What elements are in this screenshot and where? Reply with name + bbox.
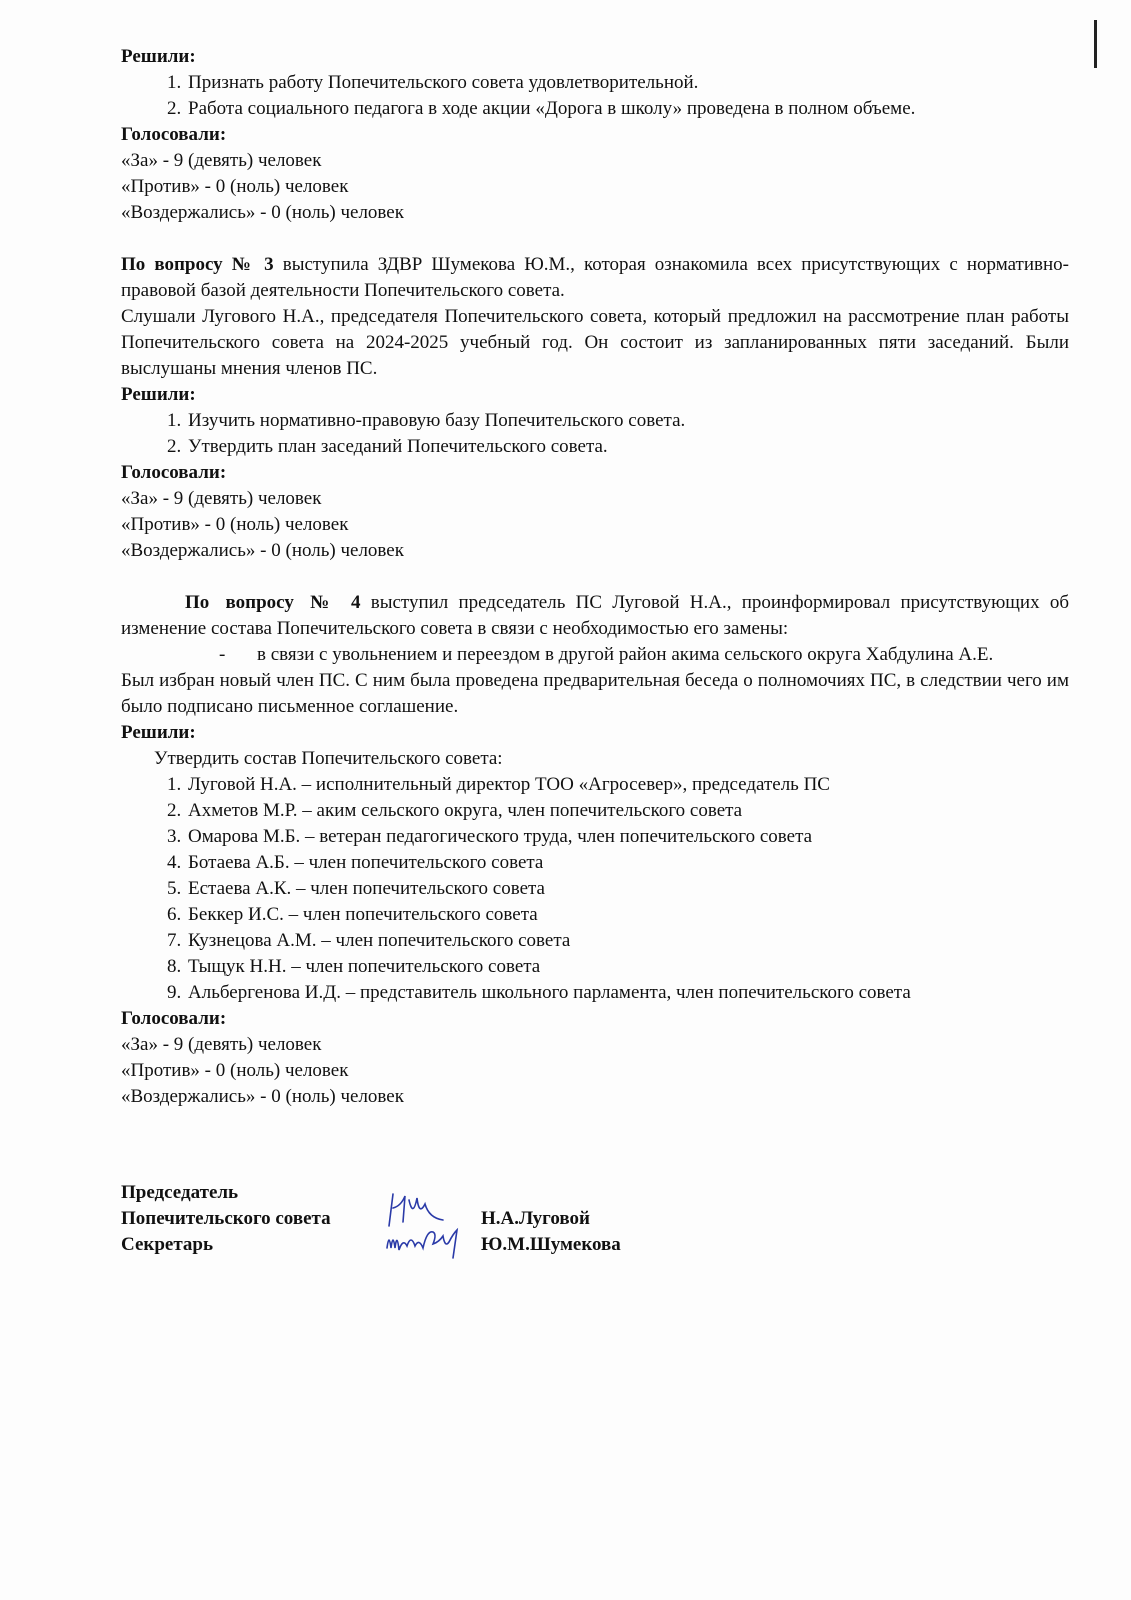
voted-heading-1: Голосовали: <box>121 124 227 145</box>
member-item: 1. Луговой Н.А. – исполнительный директор ТОО «Агросевер», председатель ПС <box>186 772 1069 798</box>
member-item: 8. Тыщук Н.Н. – член попечительского совета <box>186 954 1069 980</box>
question-4-intro <box>121 590 1069 642</box>
voted-heading-3: Голосовали: <box>121 462 227 483</box>
question-4-label: По вопросу № 4 <box>185 592 361 613</box>
member-item: 5. Естаева А.К. – член попечительского совета <box>186 876 1069 902</box>
question-4-text: выступил председатель ПС Луговой Н.А., проинформировал присутствующих об изменение состава Попечительского совета в связи с необходимостью его замены: <box>121 592 1069 639</box>
decisions-list-3 <box>121 408 1069 460</box>
chair-title-1: Председатель <box>121 1182 239 1203</box>
vote-abstain-4: «Воздержались» - 0 (ноль) человек <box>121 1086 404 1107</box>
decision-item: 1. Признать работу Попечительского совета удовлетворительной. <box>186 70 1069 96</box>
vote-abstain-3: «Воздержались» - 0 (ноль) человек <box>121 540 404 561</box>
vote-for-3: «За» - 9 (девять) человек <box>121 488 322 509</box>
decisions-list-1 <box>121 70 1069 122</box>
vote-for-4: «За» - 9 (девять) человек <box>121 1034 322 1055</box>
dash-bullet: - <box>219 644 226 665</box>
members-list <box>121 772 1069 1006</box>
member-item: 9. Альбергенова И.Д. – представитель школьного парламента, член попечительского совета <box>186 980 1069 1006</box>
vote-against-3: «Против» - 0 (ноль) человек <box>121 514 349 535</box>
vote-abstain-1: «Воздержались» - 0 (ноль) человек <box>121 202 404 223</box>
document-body <box>121 44 1069 1110</box>
voted-heading-4: Голосовали: <box>121 1008 227 1029</box>
chair-name: Н.А.Луговой <box>481 1208 590 1229</box>
spacer <box>121 226 1069 252</box>
scan-edge-mark <box>1094 20 1097 68</box>
secretary-signature <box>383 1224 469 1260</box>
secretary-title: Секретарь <box>121 1234 214 1255</box>
decided-heading-3: Решили: <box>121 384 196 405</box>
question-3-label: По вопросу № 3 <box>121 254 274 275</box>
member-item: 2. Ахметов М.Р. – аким сельского округа, член попечительского совета <box>186 798 1069 824</box>
decided-heading-4: Решили: <box>121 722 196 743</box>
secretary-name: Ю.М.Шумекова <box>481 1234 621 1255</box>
member-item: 3. Омарова М.Б. – ветеран педагогического труда, член попечительского совета <box>186 824 1069 850</box>
chair-title-2: Попечительского совета <box>121 1208 331 1229</box>
question-3-heard: Слушали Лугового Н.А., председателя Попечительского совета, который предложил на рассмотрение план работы Попечительского совета на 2024-2025 учебный год. Он состоит из запланированных пяти заседаний. Были выслушаны мнения членов ПС. <box>121 306 1069 379</box>
approve-composition: Утвердить состав Попечительского совета: <box>154 748 503 769</box>
vote-for-1: «За» - 9 (девять) человек <box>121 150 322 171</box>
question-3-intro <box>121 252 1069 304</box>
decision-item: 2. Утвердить план заседаний Попечительского совета. <box>186 434 1069 460</box>
new-member-elected: Был избран новый член ПС. С ним была проведена предварительная беседа о полномочиях ПС, в следствии чего им было подписано письменное соглашение. <box>121 670 1069 717</box>
vote-against-4: «Против» - 0 (ноль) человек <box>121 1060 349 1081</box>
member-item: 7. Кузнецова А.М. – член попечительского совета <box>186 928 1069 954</box>
member-change-item <box>121 642 1069 668</box>
spacer <box>121 564 1069 590</box>
decision-item: 2. Работа социального педагога в ходе акции «Дорога в школу» проведена в полном объеме. <box>186 96 1069 122</box>
decision-item: 1. Изучить нормативно-правовую базу Попечительского совета. <box>186 408 1069 434</box>
member-item: 6. Беккер И.С. – член попечительского совета <box>186 902 1069 928</box>
member-change-text: в связи с увольнением и переездом в другой район акима сельского округа Хабдулина А.Е. <box>257 644 994 665</box>
vote-against-1: «Против» - 0 (ноль) человек <box>121 176 349 197</box>
member-item: 4. Ботаева А.Б. – член попечительского совета <box>186 850 1069 876</box>
question-3-text: выступила ЗДВР Шумекова Ю.М., которая ознакомила всех присутствующих с нормативно-правовой базой деятельности Попечительского совета. <box>121 254 1069 301</box>
decided-heading-1: Решили: <box>121 46 196 67</box>
